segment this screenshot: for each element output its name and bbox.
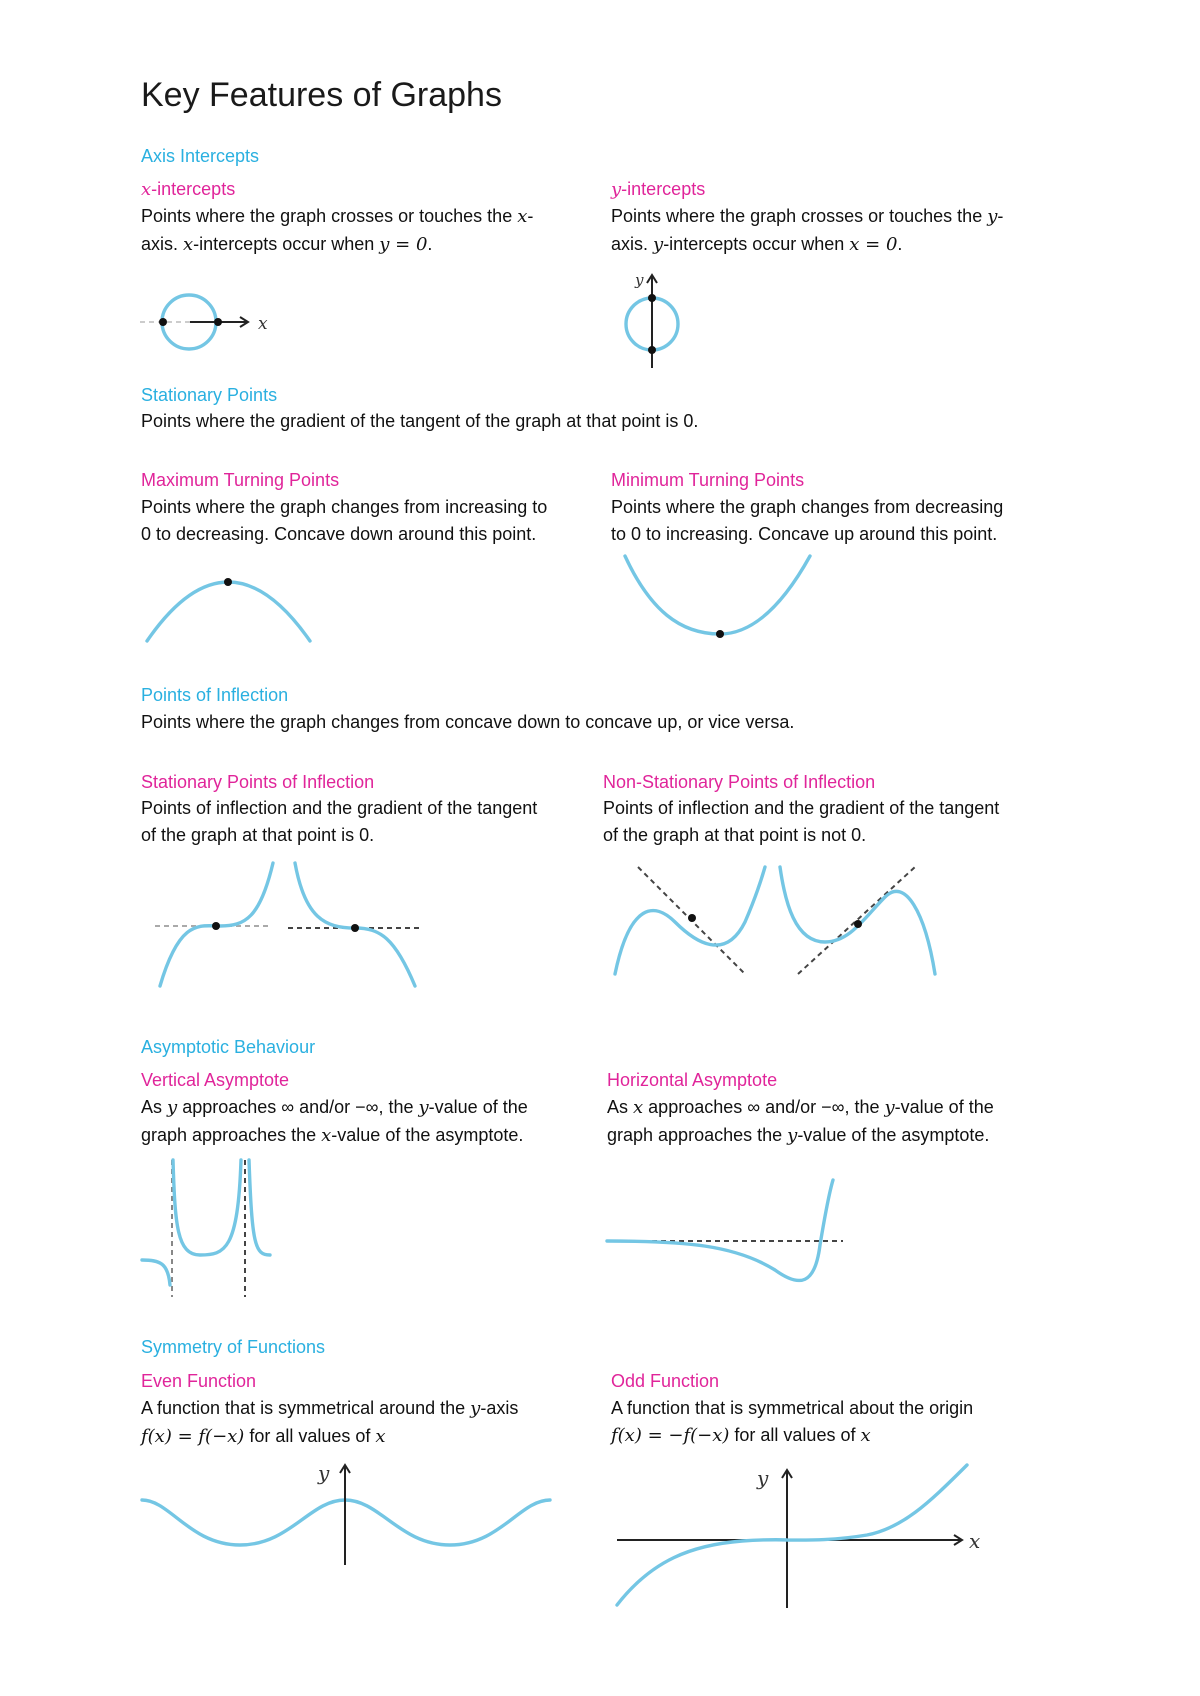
even-function-text: A function that is symmetrical around the y-axis f(x) = f(−x) for all values of x <box>141 1398 519 1447</box>
y-intercepts-text: Points where the graph crosses or touches the y- axis. y-intercepts occur when x = 0. <box>611 206 1004 255</box>
vertical-asymptote-heading: Vertical Asymptote <box>141 1070 290 1090</box>
vertical-asymptote-text: As y approaches ∞ and/or −∞, the y-value of the graph approaches the x-value of the asymptote. <box>141 1097 528 1146</box>
even-function-heading: Even Function <box>141 1371 257 1391</box>
vertical-asymptote-diagram <box>140 1155 275 1303</box>
nonstationary-inflection-text: Points of inflection and the gradient of the tangent of the graph at that point is not 0. <box>603 798 1000 845</box>
minimum-heading: Minimum Turning Points <box>611 470 805 490</box>
even-y-axis-label: y <box>318 1461 330 1485</box>
minimum-text: Points where the graph changes from decreasing to 0 to increasing. Concave up around this point. <box>611 497 1004 544</box>
maximum-heading: Maximum Turning Points <box>141 470 340 490</box>
nonstationary-inflection-diagram <box>610 862 940 992</box>
section-heading-symmetry: Symmetry of Functions <box>141 1337 326 1357</box>
y-axis-label: y <box>635 271 644 289</box>
section-heading-asymptotic-behaviour: Asymptotic Behaviour <box>141 1037 316 1057</box>
x-intercepts-text: Points where the graph crosses or touches the x- axis. x-intercepts occur when y = 0. <box>141 206 534 255</box>
page-title: Key Features of Graphs <box>141 76 502 114</box>
odd-x-axis-label: x <box>969 1529 981 1553</box>
x-intercepts-heading: x-intercepts <box>141 179 236 200</box>
y-intercepts-heading: y-intercepts <box>611 179 706 200</box>
odd-function-diagram <box>612 1460 1012 1610</box>
section-heading-stationary-points: Stationary Points <box>141 385 278 405</box>
inflection-text: Points where the graph changes from concave down to concave up, or vice versa. <box>141 712 795 732</box>
stationary-inflection-text: Points of inflection and the gradient of the tangent of the graph at that point is 0. <box>141 798 538 845</box>
section-heading-points-of-inflection: Points of Inflection <box>141 685 289 705</box>
maximum-text: Points where the graph changes from increasing to 0 to decreasing. Concave down around this point. <box>141 497 548 544</box>
stationary-inflection-diagram <box>150 858 430 993</box>
odd-y-axis-label: y <box>757 1466 769 1490</box>
horizontal-asymptote-diagram <box>605 1175 845 1295</box>
horizontal-asymptote-heading: Horizontal Asymptote <box>607 1070 778 1090</box>
even-function-diagram <box>140 1455 560 1565</box>
section-heading-axis-intercepts: Axis Intercepts <box>141 146 260 166</box>
nonstationary-inflection-heading: Non-Stationary Points of Inflection <box>603 772 876 792</box>
odd-function-heading: Odd Function <box>611 1371 720 1391</box>
x-intercepts-diagram <box>130 285 290 355</box>
odd-function-text: A function that is symmetrical about the origin f(x) = −f(−x) for all values of x <box>611 1398 974 1446</box>
maximum-turning-point-diagram <box>140 555 320 655</box>
horizontal-asymptote-text: As x approaches ∞ and/or −∞, the y-value of the graph approaches the y-value of the asymptote. <box>607 1097 994 1146</box>
y-intercepts-diagram <box>615 265 705 375</box>
stationary-inflection-heading: Stationary Points of Inflection <box>141 772 375 792</box>
minimum-turning-point-diagram <box>620 550 820 640</box>
x-axis-label: x <box>258 314 268 334</box>
stationary-points-text: Points where the gradient of the tangent of the graph at that point is 0. <box>141 411 699 431</box>
